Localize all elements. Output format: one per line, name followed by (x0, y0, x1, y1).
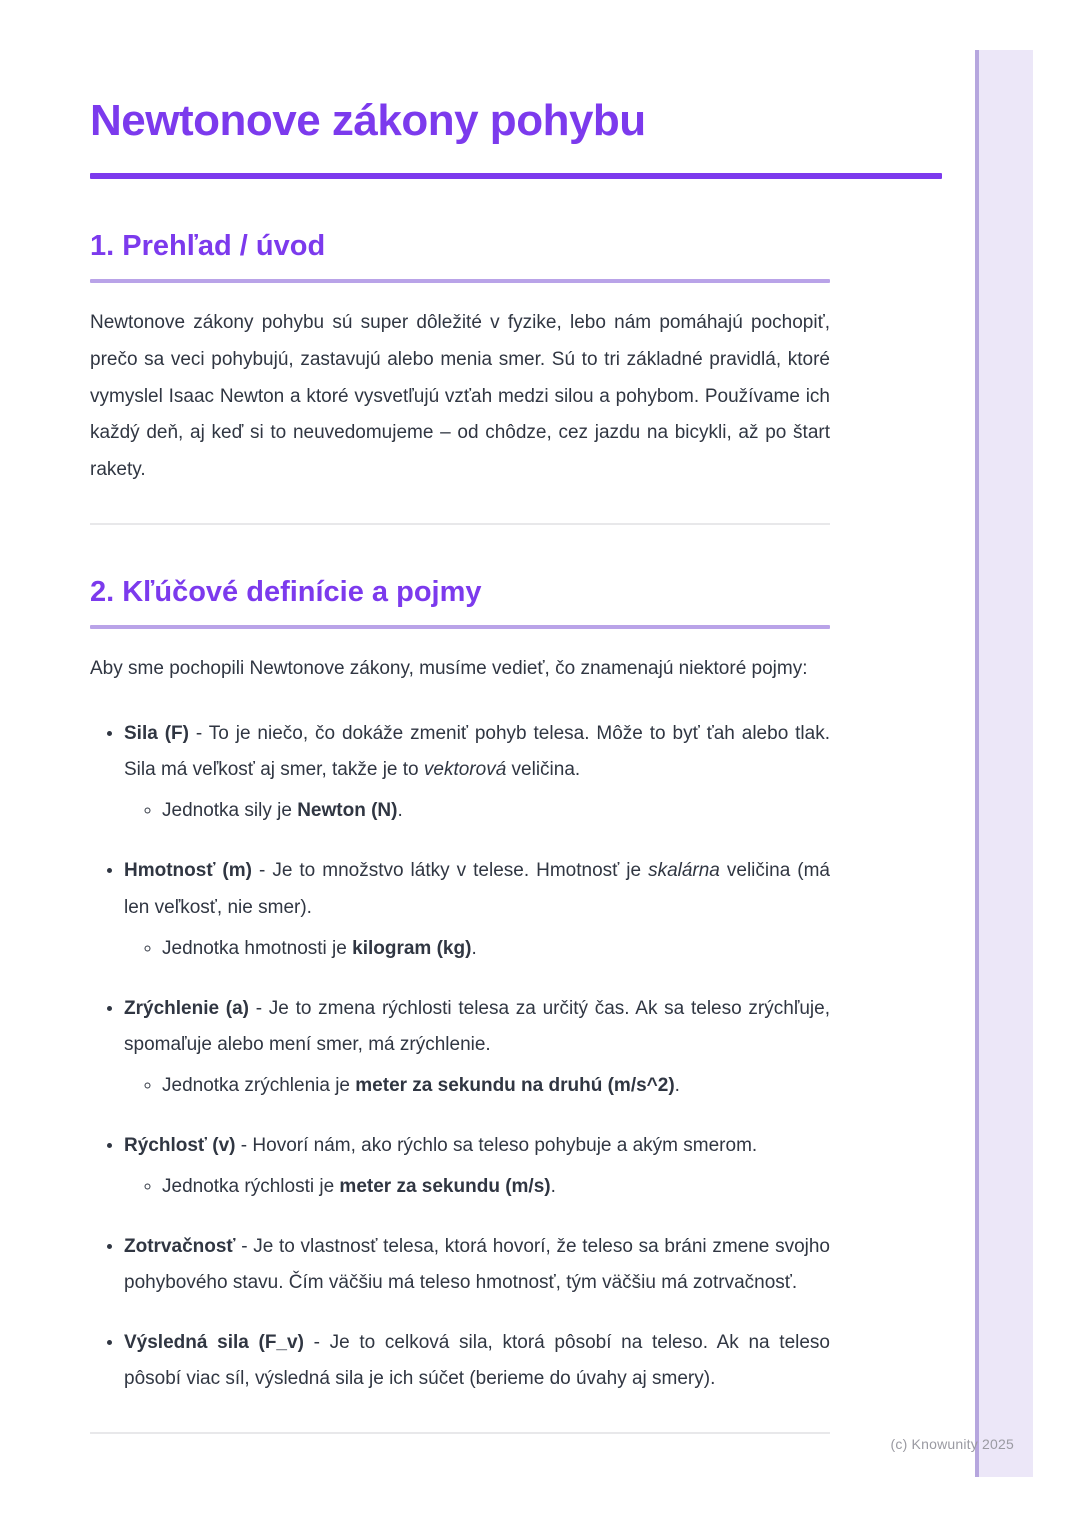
text-segment: Hmotnosť (m) (124, 860, 252, 882)
term-list-item (124, 1325, 830, 1397)
text-segment: - Je to zmena rýchlosti telesa za určitý čas. Ak sa teleso zrýchľuje, spomaľuje alebo mení smer, má zrýchlenie. (124, 997, 830, 1055)
text-segment: - Hovorí nám, ako rýchlo sa teleso pohybuje a akým smerom. (235, 1134, 758, 1156)
text-segment: meter za sekundu na druhú (m/s^2) (355, 1074, 675, 1096)
unit-list-item (162, 931, 830, 967)
unit-list-item (162, 793, 830, 829)
text-segment: . (397, 800, 403, 822)
text-segment: Jednotka rýchlosti je (162, 1176, 340, 1198)
document-content (90, 0, 830, 1434)
text-segment: vektorová (423, 759, 507, 781)
text-segment: Jednotka sily je (162, 800, 298, 822)
text-segment: Jednotka hmotnosti je (162, 937, 353, 959)
section-definitions (90, 575, 830, 1398)
title-rule (90, 173, 942, 179)
text-segment: Zrýchlenie (a) (124, 997, 249, 1019)
text-segment: Sila (F) (124, 723, 189, 745)
text-segment: - Je to vlastnosť telesa, ktorá hovorí, že teleso sa bráni zmene svojho pohybového stavu. Čím väčšiu má teleso hmotnosť, tým väčšiu má zotrvačnosť. (124, 1236, 830, 1294)
unit-list-item (162, 1169, 830, 1205)
text-segment: - Je to množstvo látky v telese. Hmotnosť je (251, 860, 649, 882)
overview-paragraph: Newtonove zákony pohybu sú super dôležité v fyzike, lebo nám pomáhajú pochopiť, prečo sa veci pohybujú, zastavujú alebo menia smer. Sú to tri základné pravidlá, ktoré vymyslel Isaac Newton a ktoré vysvetľujú vzťah medzi silou a pohybom. Používame ich každý deň, aj keď si to neuvedomujeme – od chôdze, cez jazdu na bicykli, až po štart rakety. (90, 312, 830, 481)
text-segment: - To je niečo, čo dokáže zmeniť pohyb telesa. Môže to byť ťah alebo tlak. Sila má veľkosť aj smer, takže je to (124, 723, 831, 781)
term-list-item (124, 1128, 830, 1205)
text-segment: Jednotka zrýchlenia je (162, 1074, 356, 1096)
text-segment: meter za sekundu (m/s) (339, 1176, 551, 1198)
text-segment: veličina. (506, 759, 581, 781)
right-accent-bar (975, 50, 1033, 1477)
text-segment: - Je to celková sila, ktorá pôsobí na teleso. Ak na teleso pôsobí viac síl, výsledná sila je ich súčet (berieme do úvahy aj smery). (124, 1332, 831, 1390)
text-segment: kilogram (kg) (352, 937, 472, 959)
page-title: Newtonove zákony pohybu (90, 96, 646, 145)
text-segment: Newton (N) (297, 800, 398, 822)
unit-list-item (162, 1068, 830, 1104)
text-segment: Zotrvačnosť (124, 1236, 236, 1258)
text-segment: Výsledná sila (F_v) (124, 1332, 304, 1354)
section-heading-definitions: 2. Kľúčové definície a pojmy (90, 575, 482, 608)
unit-sublist (124, 1068, 830, 1104)
term-list-item (124, 1229, 830, 1301)
terms-list (90, 716, 830, 1397)
text-segment: Rýchlosť (v) (124, 1134, 236, 1156)
term-list-item (124, 716, 830, 829)
text-segment: skalárna (648, 860, 720, 882)
section-divider (90, 523, 830, 525)
unit-sublist (124, 1169, 830, 1205)
unit-sublist (124, 931, 830, 967)
section-heading-rule (90, 279, 830, 283)
section-heading-rule (90, 625, 830, 629)
text-segment: veličina (má len veľkosť, nie smer). (124, 860, 830, 918)
definitions-intro-paragraph: Aby sme pochopili Newtonove zákony, musíme vedieť, čo znamenajú niektoré pojmy: (90, 658, 808, 680)
text-segment: . (471, 937, 477, 959)
text-segment: . (550, 1176, 556, 1198)
section-heading-overview: 1. Prehľad / úvod (90, 229, 326, 262)
copyright-footer: (c) Knowunity 2025 (890, 1436, 1014, 1452)
unit-sublist (124, 793, 830, 829)
term-list-item (124, 991, 830, 1104)
term-list-item (124, 853, 830, 966)
section-overview (90, 229, 830, 489)
section-divider (90, 1432, 830, 1434)
text-segment: . (674, 1074, 680, 1096)
